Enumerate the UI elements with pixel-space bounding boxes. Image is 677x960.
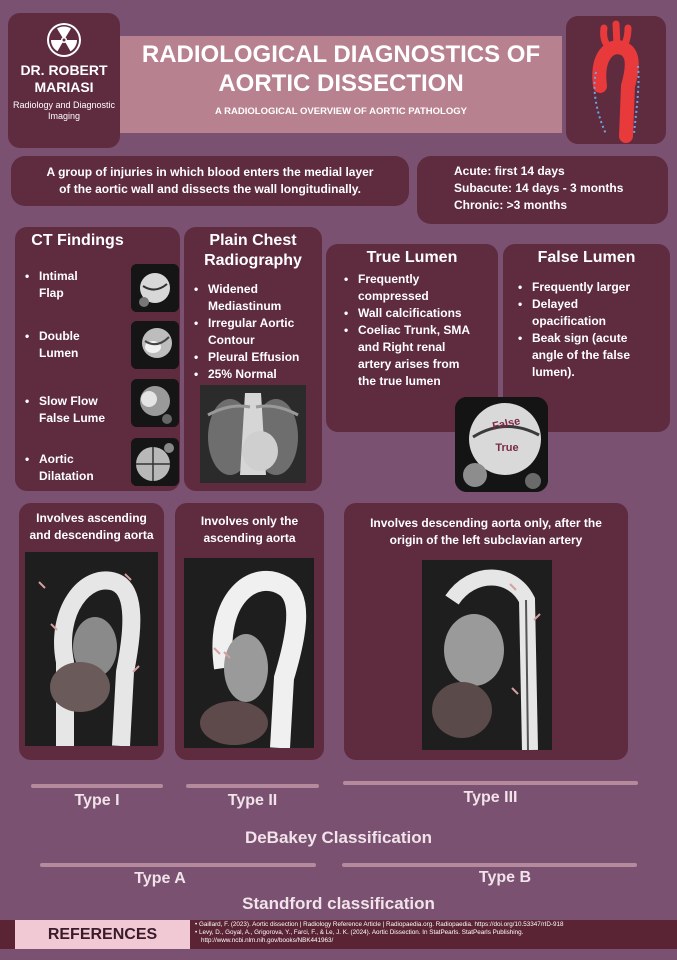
references-label: REFERENCES [15,920,190,949]
true-lumen-title: True Lumen [366,249,458,266]
ct-thumbnail-aortic-dilatation [131,438,179,486]
type-b-rule [342,863,637,867]
type-a-label: Type A [134,870,186,887]
type-iii-ct-image [422,560,552,750]
timeline-acute: Acute: first 14 days [454,164,565,178]
list-item: • 25% Normal [192,366,322,383]
list-item: • Coeliac Trunk, SMA and Right renal artery arises from the true lumen [342,322,498,390]
list-item: • Widened Mediastinum [192,281,322,315]
type-ii-rule [186,784,319,788]
ct-thumbnail-intimal-flap [131,264,179,312]
definition-line: of the aortic wall and dissects the wall longitudinally. [59,182,361,196]
type-i-description: Involves ascending and descending aorta [29,511,154,542]
true-false-lumen-image [455,397,548,492]
reference-item: http://www.ncbi.nlm.nih.gov/books/NBK441963/ [201,937,334,945]
radiation-logo-icon [46,22,82,58]
ct-finding-item: • Double Lumen [23,328,123,362]
title-band [120,36,562,133]
ct-thumbnail-slow-flow [131,379,179,427]
list-item: • Frequently compressed [342,271,498,305]
type-i-label: Type I [74,792,120,809]
type-ii-card [175,503,324,760]
plain-chest-card [184,227,322,491]
false-lumen-title: False Lumen [537,249,636,266]
list-item: • Pleural Effusion [192,349,322,366]
reference-item: • Gaillard, F. (2023). Aortic dissection | Radiology Reference Article | Radiopaedia.org. Radiopaedia. https://doi.org/10.53347/rID-918 [195,921,564,928]
type-i-card [19,503,164,760]
ct-finding-item: • Intimal Flap [23,268,123,302]
type-a-rule [40,863,316,867]
debakey-classification-label: DeBakey Classification [244,828,433,847]
plain-chest-title: Plain Chest Radiography [204,232,302,269]
type-iii-rule [343,781,638,785]
references-list [195,921,665,946]
timeline-card [417,156,668,224]
aorta-illustration-card [566,16,666,144]
list-item: • Delayed opacification [516,296,670,330]
timeline-chronic: Chronic: >3 months [454,198,568,212]
false-label: False [491,415,522,433]
reference-item: • Levy, D., Goyal, A., Grigorova, Y., Farci, F., & Le, J. K. (2024). Aortic Dissection. In StatPearls. StatPearls Publishing. [195,929,524,937]
stanford-classification-label: Standford classification [242,894,435,913]
type-i-ct-image [25,552,158,746]
author-card [8,13,120,148]
ct-finding-item: • Aortic Dilatation [23,451,123,485]
author-name: DR. ROBERT MARIASI [20,62,108,95]
ct-findings-card [15,227,180,491]
plain-chest-list [192,281,322,383]
type-ii-description: Involves only the ascending aorta [200,514,299,545]
false-lumen-list [516,279,670,381]
type-b-label: Type B [478,869,532,886]
chest-xray-image [200,385,306,483]
list-item: • Irregular Aortic Contour [192,315,322,349]
type-iii-label: Type III [463,789,518,806]
definition-line: A group of injuries in which blood enters the medial layer [46,165,374,179]
type-i-rule [31,784,163,788]
page-subtitle: A RADIOLOGICAL OVERVIEW OF AORTIC PATHOLOGY [215,106,467,117]
definition-card [11,156,409,206]
ct-finding-item: • Slow Flow False Lume [23,393,123,427]
ct-findings-title: CT Findings [31,232,124,249]
aorta-icon [566,16,666,144]
page-title: RADIOLOGICAL DIAGNOSTICS OF AORTIC DISSECTION [141,41,541,97]
type-iii-description: Involves descending aorta only, after the origin of the left subclavian artery [370,516,602,547]
author-role: Radiology and Diagnostic Imaging [12,100,116,121]
list-item: • Wall calcifications [342,305,498,322]
list-item: • Frequently larger [516,279,670,296]
timeline-subacute: Subacute: 14 days - 3 months [454,181,624,195]
type-ii-label: Type II [227,792,278,809]
ct-thumbnail-double-lumen [131,321,179,369]
type-ii-ct-image [184,558,314,748]
type-iii-card [344,503,628,760]
list-item: • Beak sign (acute angle of the false lumen). [516,330,670,381]
true-lumen-list [342,271,498,390]
true-label: True [495,442,519,454]
